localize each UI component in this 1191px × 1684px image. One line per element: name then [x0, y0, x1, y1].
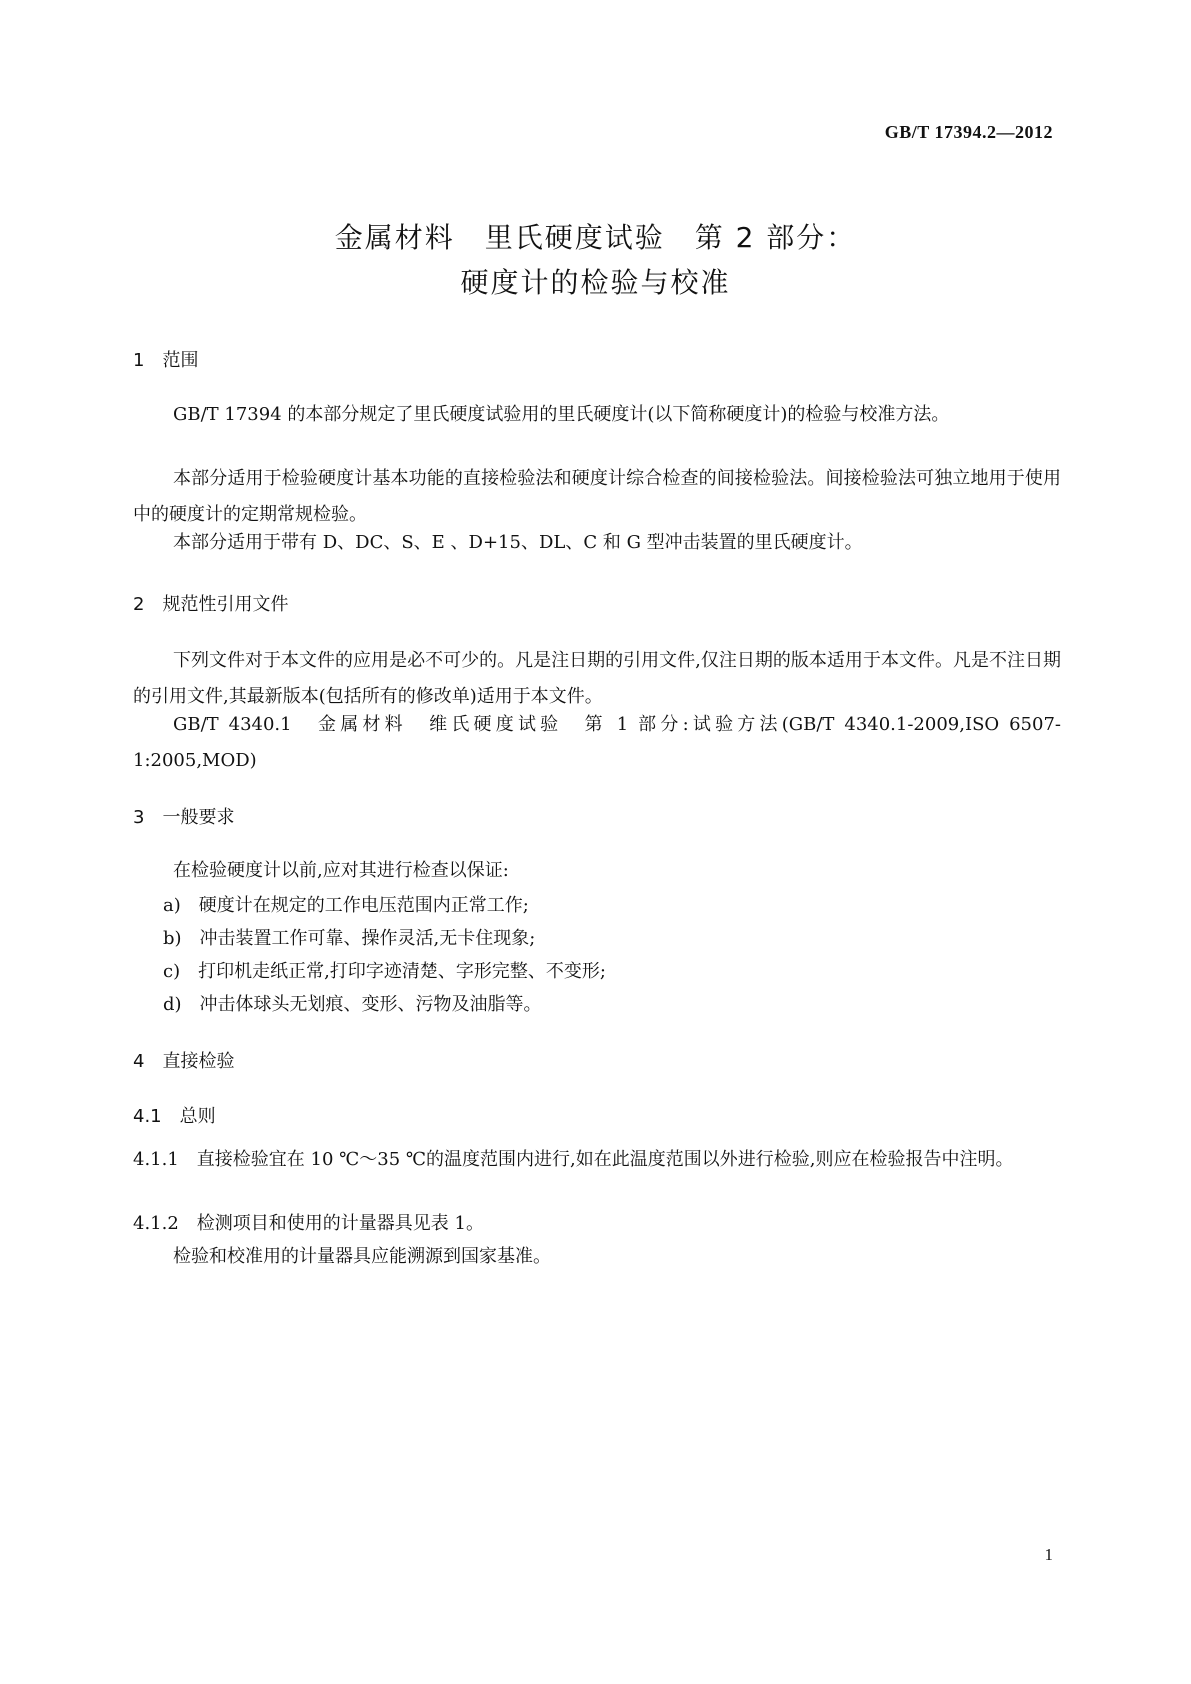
clause-4-1-1: 4.1.1 直接检验宜在 10 ℃～35 ℃的温度范围内进行,如在此温度范围以外进行检验,则应在检验报告中注明。 [133, 1149, 1014, 1170]
section-3-heading: 3 一般要求 [133, 807, 235, 828]
page-number: 1 [1044, 1545, 1053, 1564]
document-code: GB/T 17394.2—2012 [884, 122, 1053, 142]
section-1-heading: 1 范围 [133, 350, 199, 371]
section-1-paragraph-2: 本部分适用于检验硬度计基本功能的直接检验法和硬度计综合检查的间接检验法。间接检验法可独立地用于使用中的硬度计的定期常规检验。 [133, 468, 1061, 525]
section-1-paragraph-3: 本部分适用于带有 D、DC、S、E 、D+15、DL、C 和 G 型冲击装置的里氏硬度计。 [173, 532, 863, 553]
section-3-item-d: d) 冲击体球头无划痕、变形、污物及油脂等。 [163, 994, 542, 1015]
document-title [0, 215, 1191, 305]
section-3-item-c: c) 打印机走纸正常,打印字迹清楚、字形完整、不变形; [163, 961, 606, 982]
section-2-heading: 2 规范性引用文件 [133, 594, 289, 615]
title-line-1: 金属材料 里氏硬度试验 第 2 部分： [334, 221, 857, 254]
title-line-2: 硬度计的检验与校准 [460, 266, 731, 299]
clause-4-1-2-paragraph: 检验和校准用的计量器具应能溯源到国家基准。 [173, 1246, 551, 1267]
section-3-item-b: b) 冲击装置工作可靠、操作灵活,无卡住现象; [163, 928, 536, 949]
section-4-1-heading: 4.1 总则 [133, 1106, 216, 1127]
clause-4-1-2: 4.1.2 检测项目和使用的计量器具见表 1。 [133, 1213, 484, 1234]
section-2-paragraph-1: 下列文件对于本文件的应用是必不可少的。凡是注日期的引用文件,仅注日期的版本适用于本文件。凡是不注日期的引用文件,其最新版本(包括所有的修改单)适用于本文件。 [133, 650, 1061, 707]
section-4-heading: 4 直接检验 [133, 1051, 235, 1072]
section-3-intro: 在检验硬度计以前,应对其进行检查以保证: [173, 860, 509, 881]
section-2-reference: GB/T 4340.1 金属材料 维氏硬度试验 第 1 部分:试验方法(GB/T 4340.1-2009,ISO 6507-1:2005,MOD) [133, 714, 1061, 771]
section-3-item-a: a) 硬度计在规定的工作电压范围内正常工作; [163, 895, 529, 916]
section-1-paragraph-1: GB/T 17394 的本部分规定了里氏硬度试验用的里氏硬度计(以下简称硬度计)的检验与校准方法。 [173, 404, 950, 425]
